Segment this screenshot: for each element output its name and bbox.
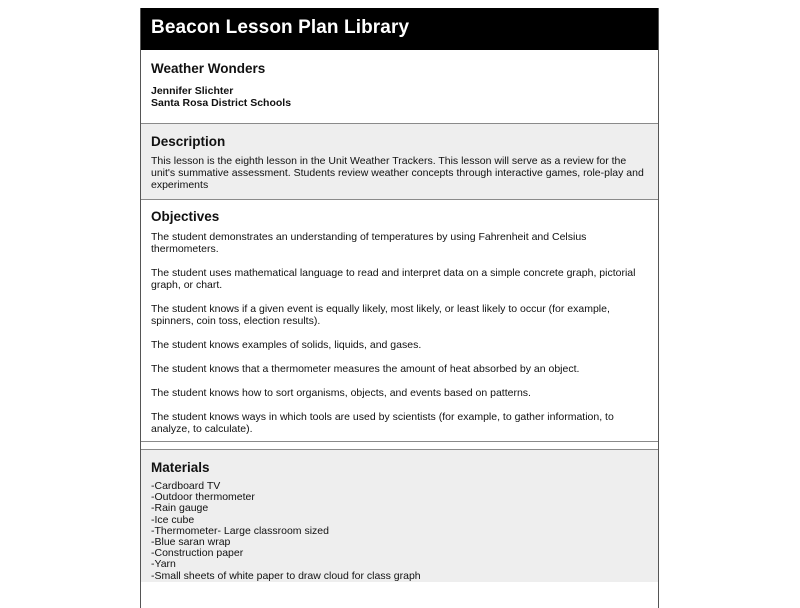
material-item: -Cardboard TV — [151, 480, 221, 492]
description-text: This lesson is the eighth lesson in the Unit Weather Trackers. This lesson will serve as a review for the unit's summative assessment. Students review weather concepts through interactive games, role-play and experiments — [151, 155, 644, 191]
lesson-title: Weather Wonders — [151, 61, 266, 76]
materials-heading: Materials — [151, 460, 210, 475]
objective-item: The student knows examples of solids, liquids, and gases. — [151, 339, 422, 351]
material-item: -Blue saran wrap — [151, 536, 231, 549]
material-item: -Thermometer- Large classroom sized — [151, 524, 329, 537]
objective-item: The student knows that a thermometer measures the amount of heat absorbed by an object. — [151, 363, 580, 375]
section-divider — [141, 442, 658, 450]
material-item: -Small sheets of white paper to draw cloud for class graph — [151, 569, 421, 582]
lesson-school: Santa Rosa District Schools — [151, 97, 292, 109]
description-section — [141, 124, 658, 200]
materials-section — [141, 450, 658, 582]
objective-item: The student knows how to sort organisms, objects, and events based on patterns. — [151, 387, 531, 399]
material-item: -Yarn — [151, 558, 176, 571]
material-item: -Ice cube — [151, 513, 195, 526]
objectives-heading: Objectives — [151, 209, 220, 224]
objective-item: The student uses mathematical language to read and interpret data on a simple concrete graph, pictorial graph, or chart. — [151, 267, 636, 291]
objective-item: The student demonstrates an understanding of temperatures by using Fahrenheit and Celsius thermometers. — [151, 231, 587, 255]
material-item: -Outdoor thermometer — [151, 491, 255, 504]
lesson-author: Jennifer Slichter — [151, 85, 234, 97]
materials-list — [151, 481, 648, 582]
material-item: -Rain gauge — [151, 502, 209, 515]
objectives-section — [141, 200, 658, 442]
objective-item: The student knows ways in which tools are used by scientists (for example, to gather information, to analyze, to calculate). — [151, 411, 614, 435]
site-banner — [141, 8, 658, 50]
lesson-page — [140, 8, 659, 608]
description-heading: Description — [151, 134, 226, 149]
site-title: Beacon Lesson Plan Library — [151, 17, 410, 38]
lesson-header — [141, 50, 658, 124]
material-item: -Construction paper — [151, 547, 244, 560]
objective-item: The student knows if a given event is equally likely, most likely, or least likely to occur (for example, spinners, coin toss, election results). — [151, 303, 610, 327]
